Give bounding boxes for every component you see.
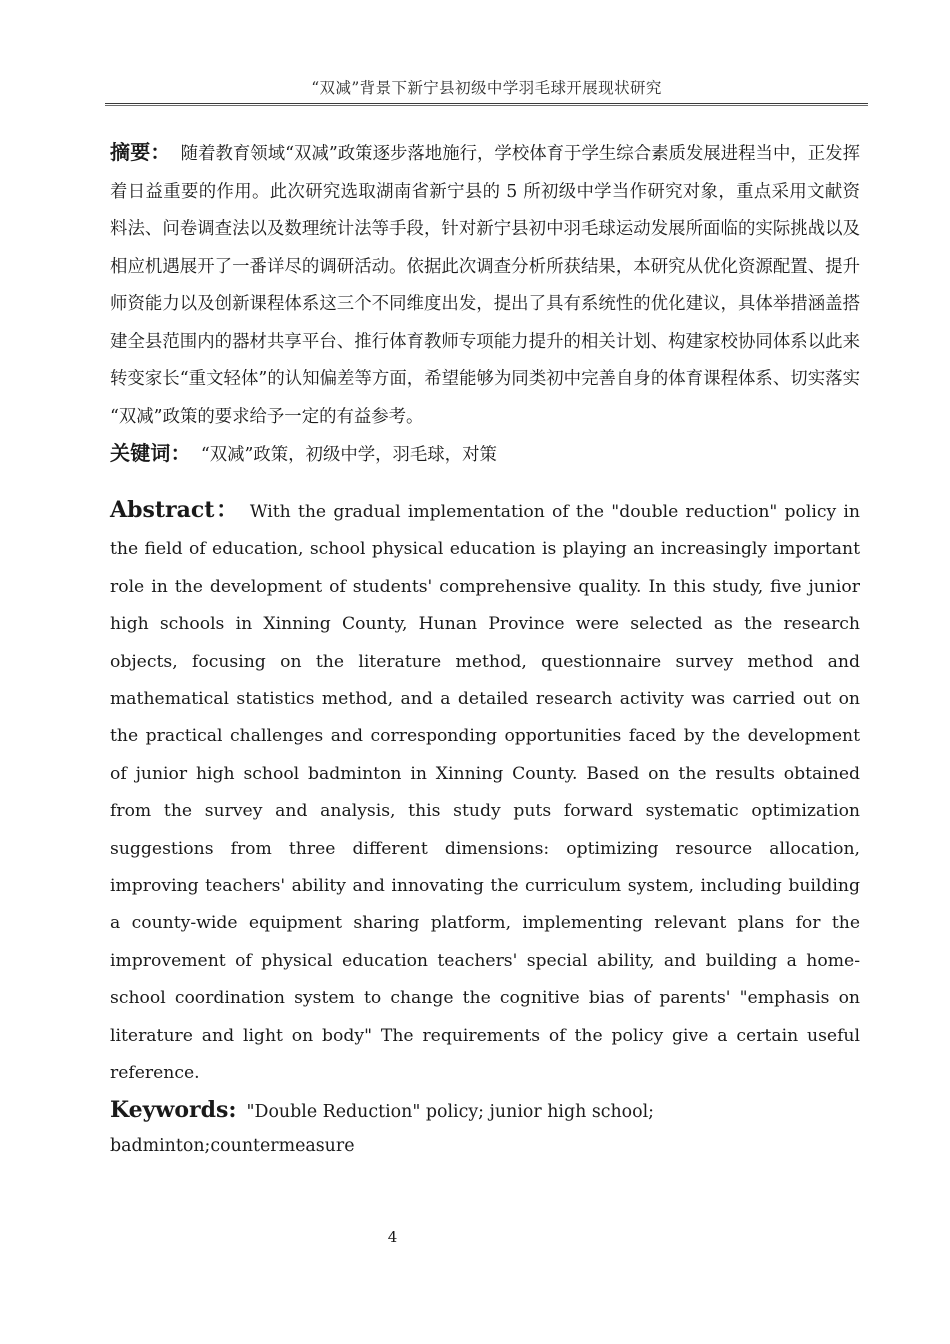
english-keywords-text: "Double Reduction" policy; junior high school; badminton;countermeasure <box>110 1101 655 1156</box>
english-keywords-label: Keywords: <box>110 1096 237 1123</box>
chinese-keywords-line <box>110 436 860 472</box>
english-keywords-line <box>110 1093 860 1163</box>
page-header <box>105 78 868 106</box>
header-divider-rule <box>105 103 868 106</box>
chinese-keywords-label: 关键词： <box>110 441 191 465</box>
page-number: 4 <box>387 1228 398 1246</box>
chinese-keywords-text: “双减”政策，初级中学，羽毛球，对策 <box>200 445 497 465</box>
english-abstract-label: Abstract： <box>110 497 240 523</box>
running-header-title: “双减”背景下新宁县初级中学羽毛球开展现状研究 <box>311 79 662 97</box>
english-abstract-paragraph <box>110 492 860 1093</box>
english-abstract-text: With the gradual implementation of the "double reduction" policy in the field of education, school physical education is playing an increasingly important role in the development of students' comprehensive quality. In this study, five junior high schools in Xinning County, Hunan Province were selected as the research objects, focusing on the literature method, questionnaire survey method and mathematical statistics method, and a detailed research activity was carried out on the practical challenges and corresponding opportunities faced by the development of junior high school badminton in Xinning County. Based on the results obtained from the survey and analysis, this study puts forward systematic optimization suggestions from three different dimensions: optimizing resource allocation, improving teachers' ability and innovating the curriculum system, including building a county-wide equipment sharing platform, implementing relevant plans for the improvement of physical education teachers' special ability, and building a home-school coordination system to change the cognitive bias of parents' "emphasis on literature and light on body" The requirements of the policy give a certain useful reference. <box>110 502 860 1084</box>
chinese-abstract-paragraph <box>110 134 860 436</box>
chinese-abstract-text: 随着教育领域“双减”政策逐步落地施行，学校体育于学生综合素质发展进程当中，正发挥着日益重要的作用。此次研究选取湖南省新宁县的 5 所初级中学当作研究对象，重点采用文献资料法、问卷调查法以及数理统计法等手段，针对新宁县初中羽毛球运动发展所面临的实际挑战以及相应机遇展开了一番详尽的调研活动。依据此次调查分析所获结果，本研究从优化资源配置、提升师资能力以及创新课程体系这三个不同维度出发，提出了具有系统性的优化建议，具体举措涵盖搭建全县范围内的器材共享平台、推行体育教师专项能力提升的相关计划、构建家校协同体系以此来转变家长“重文轻体”的认知偏差等方面，希望能够为同类初中完善自身的体育课程体系、切实落实“双减”政策的要求给予一定的有益参考。 <box>110 144 860 427</box>
chinese-abstract-label: 摘要： <box>110 140 171 164</box>
page-footer <box>0 1228 950 1247</box>
page-content <box>110 134 860 1163</box>
